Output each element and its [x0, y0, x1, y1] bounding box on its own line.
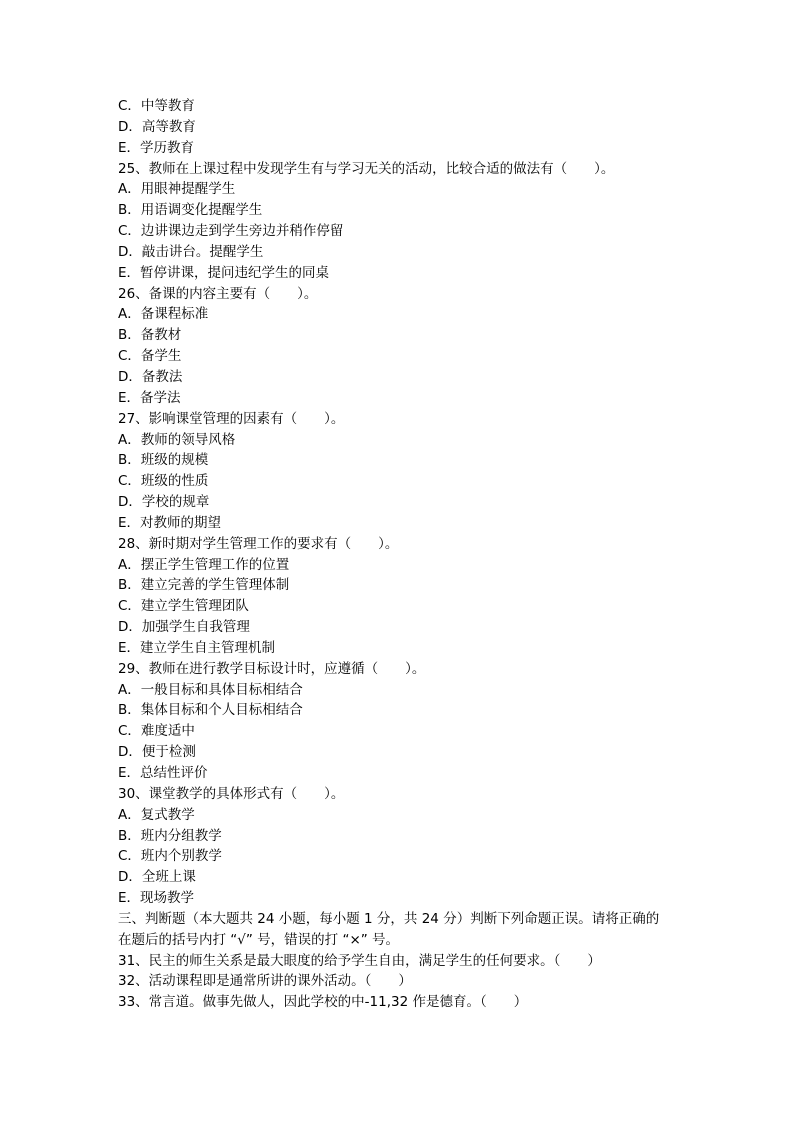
q28-option-a: A．摆正学生管理工作的位置: [118, 556, 290, 573]
q30-stem: 30、课堂教学的具体形式有（ ）。: [118, 785, 345, 802]
q25-option-a: A．用眼神提醒学生: [118, 181, 236, 198]
q30-option-b: B．班内分组教学: [118, 827, 222, 844]
q24-option-d: D．高等教育: [118, 118, 196, 135]
q26-option-e: E．备学法: [118, 389, 181, 406]
q26-option-d: D．备教法: [118, 368, 183, 385]
q26-stem: 26、备课的内容主要有（ ）。: [118, 285, 318, 302]
q30-option-e: E．现场教学: [118, 890, 195, 907]
q27-option-e: E．对教师的期望: [118, 514, 222, 531]
q30-option-d: D．全班上课: [118, 869, 196, 886]
q28-option-c: C．建立学生管理团队: [118, 598, 249, 615]
q30-option-c: C．班内个别教学: [118, 848, 222, 865]
q25-stem: 25、教师在上课过程中发现学生有与学习无关的活动，比较合适的做法有（ ）。: [118, 160, 615, 177]
q24-option-c: C．中等教育: [118, 98, 195, 114]
q29-option-a: A．一般目标和具体目标相结合: [118, 681, 303, 698]
q28-option-e: E．建立学生自主管理机制: [118, 639, 276, 656]
q29-option-d: D．便于检测: [118, 744, 196, 761]
q28-option-b: B．建立完善的学生管理体制: [118, 577, 290, 594]
q27-option-d: D．学校的规章: [118, 494, 210, 511]
q29-option-b: B．集体目标和个人目标相结合: [118, 702, 303, 719]
q24-option-e: E．学历教育: [118, 139, 195, 156]
q27-option-a: A．教师的领导风格: [118, 431, 236, 448]
section-3-instructions: 在题后的括号内打 “√” 号，错误的打 “×” 号。: [118, 931, 400, 948]
document-page: [118, 96, 678, 1013]
q30-option-a: A．复式教学: [118, 806, 195, 823]
q28-option-d: D．加强学生自我管理: [118, 619, 250, 636]
q26-option-b: B．备教材: [118, 327, 182, 344]
q27-option-c: C．班级的性质: [118, 473, 209, 490]
q29-option-c: C．难度适中: [118, 723, 195, 740]
q25-option-e: E．暂停讲课，提问违纪学生的同桌: [118, 264, 330, 281]
q25-option-d: D．敲击讲台。提醒学生: [118, 243, 264, 260]
q29-option-e: E．总结性评价: [118, 765, 208, 781]
q28-stem: 28、新时期对学生管理工作的要求有（ ）。: [118, 535, 399, 552]
q25-option-c: C．边讲课边走到学生旁边并稍作停留: [118, 223, 344, 240]
q26-option-a: A．备课程标准: [118, 306, 209, 323]
q31-item: 31、民主的师生关系是最大眼度的给予学生自由，满足学生的任何要求。（ ）: [118, 952, 601, 969]
q27-stem: 27、影响课堂管理的因素有（ ）。: [118, 410, 345, 427]
q29-stem: 29、教师在进行教学目标设计时，应遵循（ ）。: [118, 660, 426, 677]
q33-item: 33、常言道。做事先做人，因此学校的中-11,32 作是德育。（ ）: [118, 994, 528, 1011]
section-3-heading: 三、判断题（本大题共 24 小题，每小题 1 分，共 24 分）判断下列命题正误。请将正确的: [118, 910, 660, 927]
q32-item: 32、活动课程即是通常所讲的课外活动。（ ）: [118, 973, 412, 990]
q27-option-b: B．班级的规模: [118, 452, 209, 469]
q25-option-b: B．用语调变化提醒学生: [118, 202, 263, 219]
q26-option-c: C．备学生: [118, 348, 182, 365]
